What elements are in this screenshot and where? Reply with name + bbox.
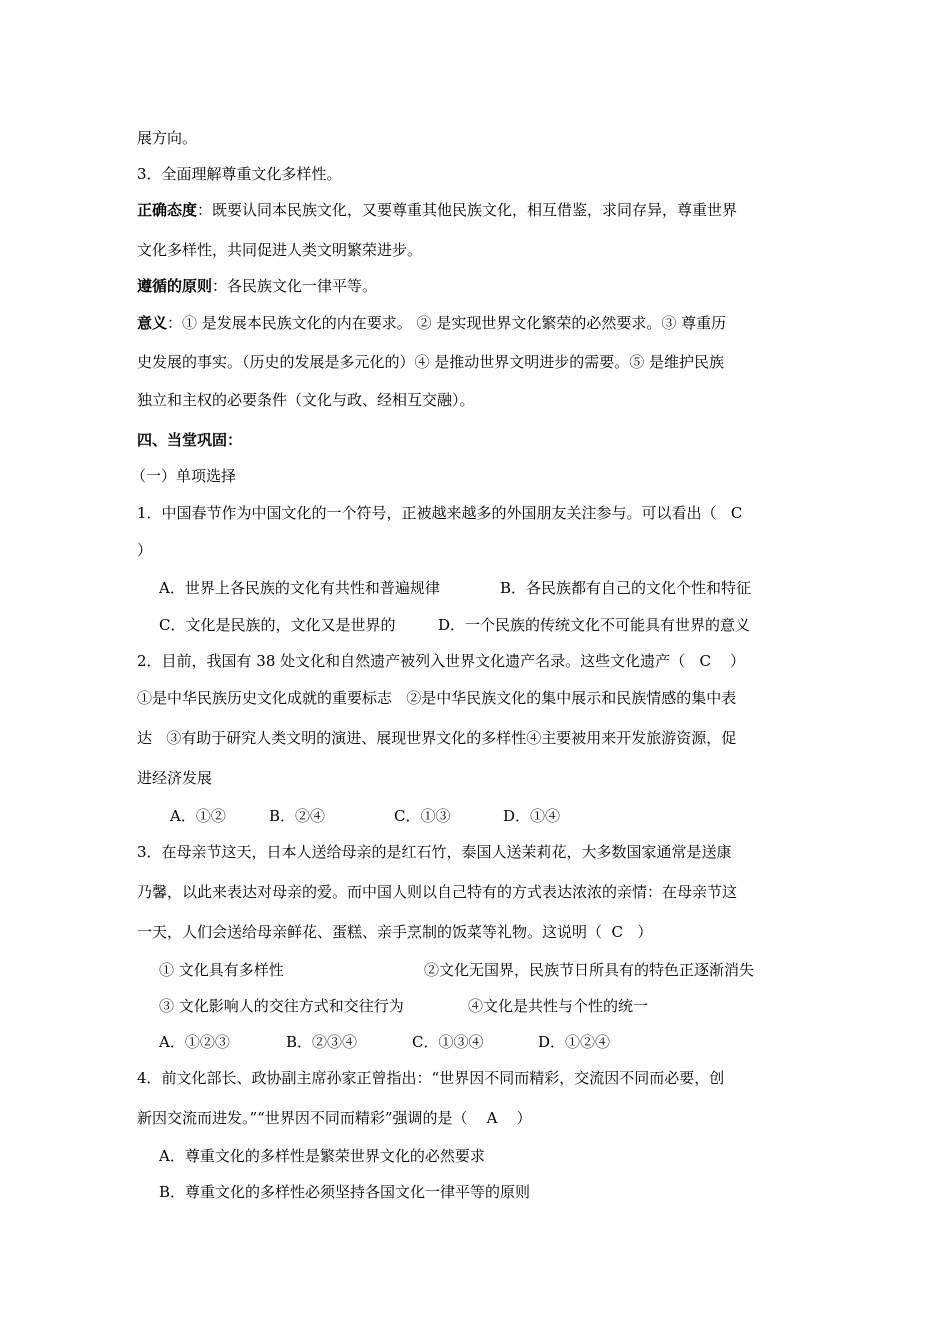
text-line [137, 276, 377, 296]
text-line: 达 ③有助于研究人类文明的演进、展现世界文化的多样性④主要被用来开发旅游资源，促 [137, 729, 737, 747]
option-b: B．②④ [269, 807, 326, 825]
text-line: 一天，人们会送给母亲鲜花、蛋糕、亲手烹制的饭菜等礼物。这说明（ C ） [137, 923, 653, 941]
statement: ④文化是共性与个性的统一 [468, 997, 649, 1015]
question-3: 3．在母亲节这天，日本人送给母亲的是红石竹，泰国人送茉莉花，大多数国家通常是送康 [137, 843, 732, 861]
text-line: 独立和主权的必要条件（文化与政、经相互交融）。 [137, 391, 475, 409]
question-1: 1．中国春节作为中国文化的一个符号，正被越来越多的外国朋友关注参与。可以看出（ C [137, 504, 743, 522]
statement: ③ 文化影响人的交往方式和交往行为 [159, 997, 404, 1015]
statement: ②文化无国界，民族节日所具有的特色正逐渐消失 [424, 961, 755, 979]
text-line: 乃馨，以此来表达对母亲的爱。而中国人则以自己特有的方式表达浓浓的亲情：在母亲节这 [137, 883, 738, 901]
statement: ① 文化具有多样性 [159, 961, 284, 979]
question-2: 2．目前，我国有 38 处文化和自然遗产被列入世界文化遗产名录。这些文化遗产（ C ） [137, 652, 746, 670]
text-segment: ：① 是发展本民族文化的内在要求。 ② 是实现世界文化繁荣的必然要求。③ 尊重历 [167, 314, 727, 332]
option-a: A．尊重文化的多样性是繁荣世界文化的必然要求 [159, 1147, 485, 1165]
text-line: 新因交流而进发。”“世界因不同而精彩”强调的是（ A ） [137, 1109, 532, 1127]
text-line: 展方向。 [137, 129, 198, 147]
option-b: B．尊重文化的多样性必须坚持各国文化一律平等的原则 [159, 1183, 531, 1201]
text-line: 文化多样性，共同促进人类文明繁荣进步。 [137, 241, 423, 259]
option-b: B．②③④ [286, 1033, 358, 1051]
text-line: ①是中华民族历史文化成就的重要标志 ②是中华民族文化的集中展示和民族情感的集中表 [137, 689, 737, 707]
bold-label: 遵循的原则 [137, 277, 213, 295]
text-line: 进经济发展 [137, 769, 213, 787]
option-c: C．①③④ [412, 1033, 484, 1051]
option-b: B．各民族都有自己的文化个性和特征 [500, 579, 752, 597]
option-c: C．文化是民族的，文化又是世界的 [159, 616, 396, 634]
text-segment: ：各民族文化一律平等。 [212, 277, 378, 295]
text-line [137, 313, 726, 333]
bold-label: 正确态度 [137, 201, 198, 219]
text-line: 史发展的事实。（历史的发展是多元化的）④ 是推动世界文明进步的需要。⑤ 是维护民族 [137, 353, 725, 371]
text-segment: ：既要认同本民族文化，又要尊重其他民族文化，相互借鉴，求同存异，尊重世界 [197, 201, 738, 219]
option-d: D．一个民族的传统文化不可能具有世界的意义 [438, 616, 751, 634]
option-d: D．①④ [503, 807, 561, 825]
option-a: A．①② [170, 807, 226, 825]
option-d: D．①②④ [538, 1033, 611, 1051]
question-4: 4．前文化部长、政协副主席孙家正曾指出：“世界因不同而精彩，交流因不同而必要，创 [137, 1069, 725, 1087]
bold-label: 意义 [137, 314, 168, 332]
subsection-heading: （一）单项选择 [131, 467, 237, 485]
option-a: A．世界上各民族的文化有共性和普遍规律 [159, 579, 440, 597]
text-line [137, 200, 737, 220]
option-c: C．①③ [394, 807, 451, 825]
text-line: 3．全面理解尊重文化多样性。 [137, 165, 342, 183]
text-line: ） [137, 541, 153, 559]
option-a: A．①②③ [159, 1033, 230, 1051]
section-heading: 四、当堂巩固： [137, 431, 243, 449]
